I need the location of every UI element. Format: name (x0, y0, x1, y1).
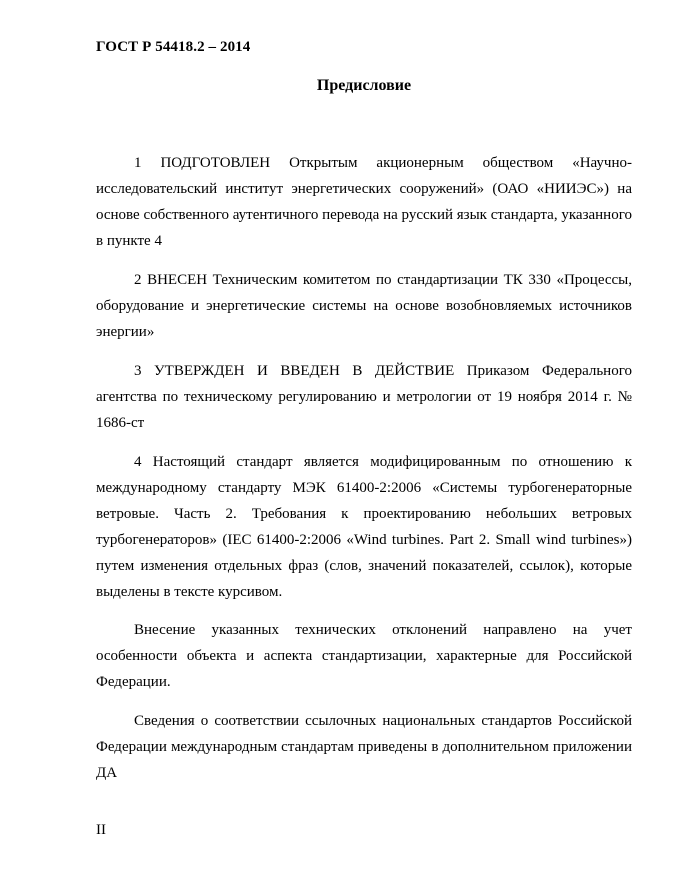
foreword-body (96, 150, 632, 786)
paragraph-approved: 3 УТВЕРЖДЕН И ВВЕДЕН В ДЕЙСТВИЕ Приказом Федерального агентства по техническому регулированию и метрологии от 19 ноября 2014 г. № 1686-ст (96, 363, 632, 431)
paragraph-prepared-by: 1 ПОДГОТОВЛЕН Открытым акционерным обществом «Научно-исследовательский институт энергетических сооружений» (ОАО «НИИЭС») на основе собственного аутентичного перевода на русский язык стандарта, указанного в пункте 4 (96, 155, 632, 249)
page-title: Предисловие (316, 77, 412, 94)
paragraph-introduced-by: 2 ВНЕСЕН Техническим комитетом по стандартизации ТК 330 «Процессы, оборудование и энергетические системы на основе возобновляемых источников энергии» (96, 272, 632, 340)
document-code: ГОСТ Р 54418.2 – 2014 (96, 39, 251, 55)
paragraph-deviations: Внесение указанных технических отклонений направлено на учет особенности объекта и аспекта стандартизации, характерные для Российской Федерации. (96, 622, 632, 690)
paragraph-modification: 4 Настоящий стандарт является модифицированным по отношению к международному стандарту МЭК 61400-2:2006 «Системы турбогенераторные ветровые. Часть 2. Требования к проектированию небольших ветровых турбогенераторов» (IEC 61400-2:2006 «Wind turbines. Part 2. Small wind turbines») путем изменения отдельных фраз (слов, значений показателей, ссылок), которые выделены в тексте курсивом. (96, 454, 632, 600)
page-number: II (96, 822, 106, 838)
paragraph-references: Сведения о соответствии ссылочных национальных стандартов Российской Федерации международным стандартам приведены в дополнительном приложении ДА (96, 713, 632, 781)
